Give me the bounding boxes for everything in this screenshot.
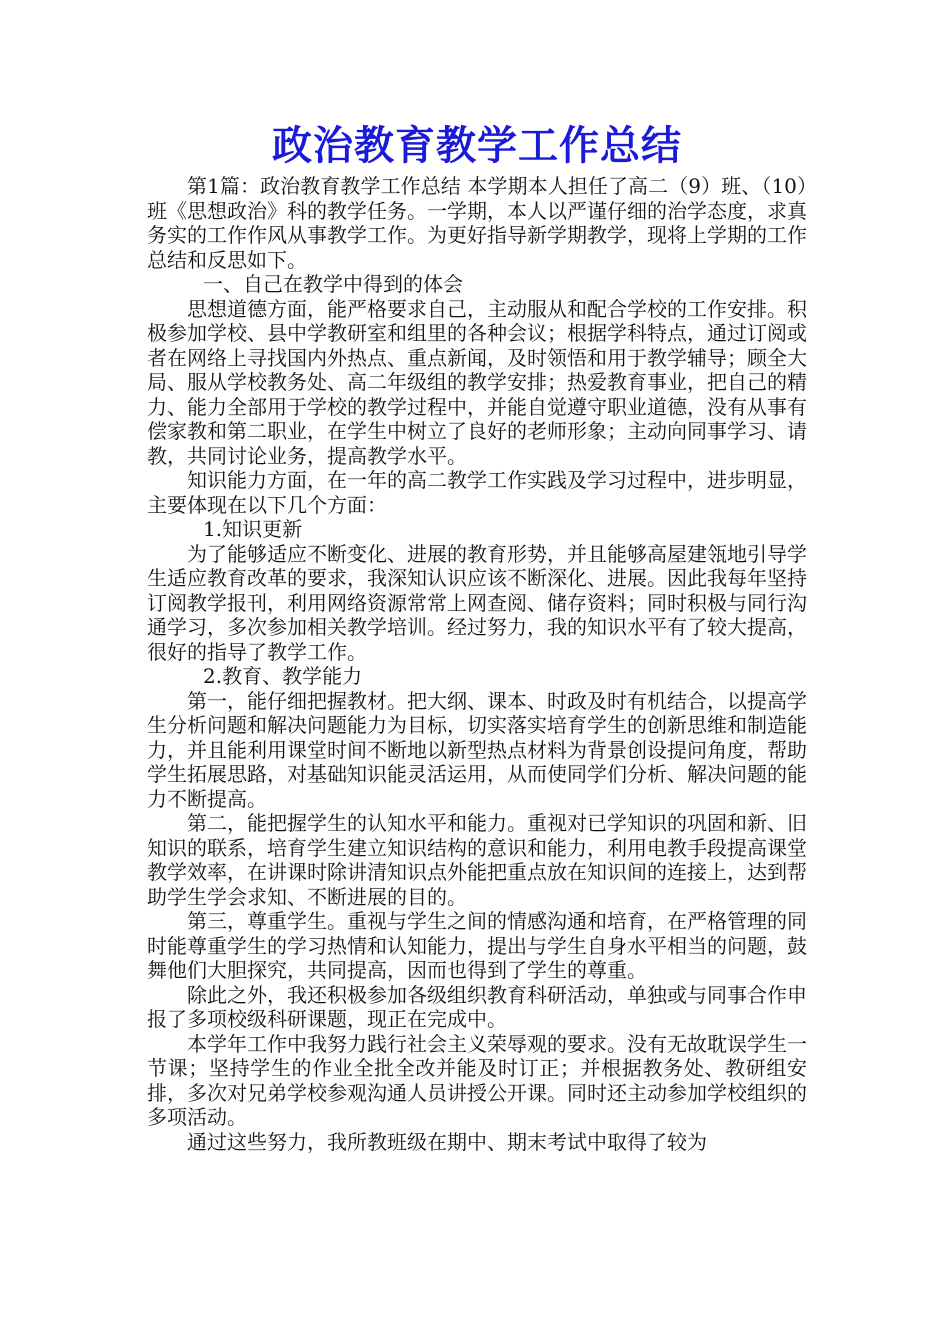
paragraph-conduct: 本学年工作中我努力践行社会主义荣辱观的要求。没有无故耽误学生一节课；坚持学生的作业全批全改并能及时订正；并根据教务处、教研组安排，多次对兄弟学校参观沟通人员讲授公开课。同时还主动参加学校组织的多项活动。 xyxy=(147,1031,807,1129)
subheading-knowledge-update: 1.知识更新 xyxy=(203,517,303,541)
paragraph-moral: 思想道德方面，能严格要求自己，主动服从和配合学校的工作安排。积极参加学校、县中学教研室和组里的各种会议；根据学科特点，通过订阅或者在网络上寻找国内外热点、重点新闻，及时领悟和用于教学辅导；顾全大局、服从学校教务处、高二年级组的教学安排；热爱教育事业，把自己的精力、能力全部用于学校的教学过程中，并能自觉遵守职业道德，没有从事有偿家教和第二职业，在学生中树立了良好的老师形象；主动向同事学习、请教，共同讨论业务，提高教学水平。 xyxy=(147,296,807,468)
paragraph-knowledge-update: 为了能够适应不断变化、进展的教育形势，并且能够高屋建瓴地引导学生适应教育改革的要求，我深知认识应该不断深化、进展。因此我每年坚持订阅教学报刊，利用网络资源常常上网查阅、储存资料；同时积极与同行沟通学习，多次参加相关教学培训。经过努力，我的知识水平有了较大提高，很好的指导了教学工作。 xyxy=(147,541,807,664)
document-title: 政治教育教学工作总结 xyxy=(272,122,682,169)
paragraph-first: 第一，能仔细把握教材。把大纲、课本、时政及时有机结合，以提高学生分析问题和解决问题能力为目标，切实落实培育学生的创新思维和制造能力，并且能利用课堂时间不断地以新型热点材料为背景创设提问角度，帮助学生拓展思路，对基础知识能灵活运用，从而使同学们分析、解决问题的能力不断提高。 xyxy=(147,688,807,811)
paragraph-third: 第三，尊重学生。重视与学生之间的情感沟通和培育，在严格管理的同时能尊重学生的学习热情和认知能力，提出与学生自身水平相当的问题，鼓舞他们大胆探究，共同提高，因而也得到了学生的尊重。 xyxy=(147,909,807,982)
paragraph-research: 除此之外，我还积极参加各级组织教育科研活动，单独或与同事合作申报了多项校级科研课题，现正在完成中。 xyxy=(147,982,807,1031)
paragraph-results: 通过这些努力，我所教班级在期中、期末考试中取得了较为 xyxy=(187,1129,707,1154)
paragraph-second: 第二，能把握学生的认知水平和能力。重视对已学知识的巩固和新、旧知识的联系，培育学生建立知识结构的意识和能力，利用电教手段提高课堂教学效率，在讲课时除讲清知识点外能把重点放在知识间的连接上，达到帮助学生学会求知、不断进展的目的。 xyxy=(147,811,807,909)
paragraph-knowledge-ability: 知识能力方面，在一年的高二教学工作实践及学习过程中，进步明显，主要体现在以下几个方面： xyxy=(147,468,807,517)
paragraph-intro: 第1篇：政治教育教学工作总结 本学期本人担任了高二（9）班、（10）班《思想政治》科的教学任务。一学期，本人以严谨仔细的治学态度，求真务实的工作作风从事教学工作。为更好指导新学期教学，现将上学期的工作总结和反思如下。 xyxy=(147,174,807,272)
subheading-teaching-ability: 2.教育、教学能力 xyxy=(203,664,363,688)
document-page xyxy=(147,118,807,1154)
section-heading-1: 一、自己在教学中得到的体会 xyxy=(203,272,463,296)
